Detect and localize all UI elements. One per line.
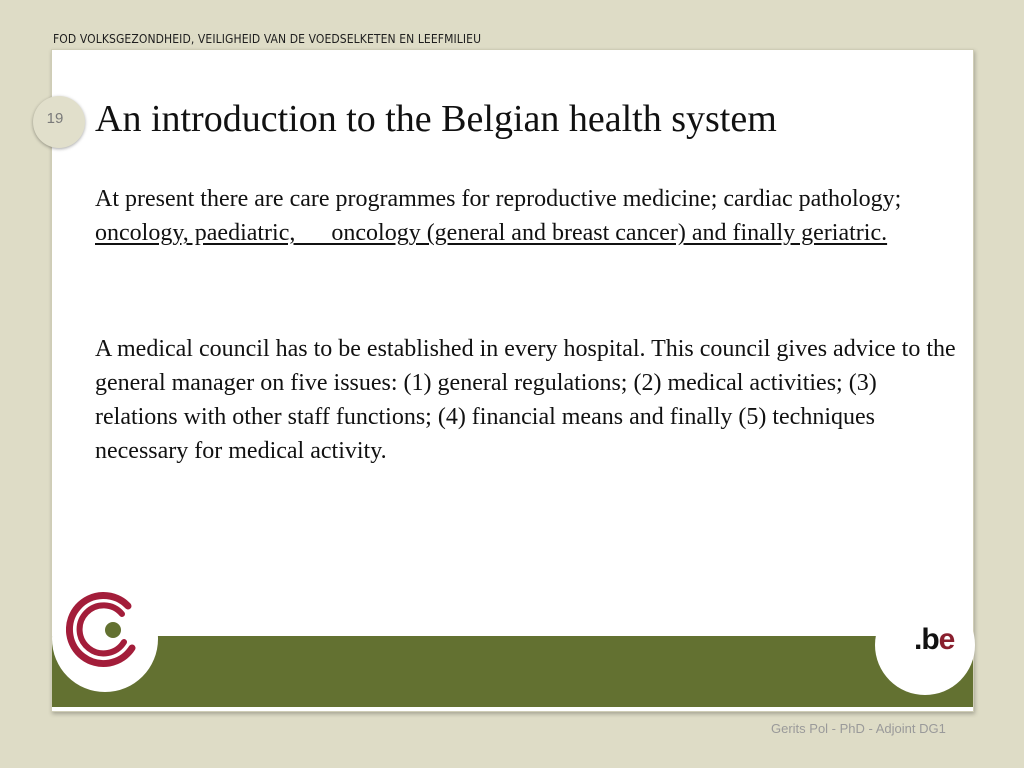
slide-title: An introduction to the Belgian health system [95,98,777,140]
organization-header: FOD VOLKSGEZONDHEID, VEILIGHEID VAN DE VOEDSELKETEN EN LEEFMILIEU [53,32,482,46]
fps-health-logo-icon [66,590,146,670]
footer-band [52,636,973,707]
belgium-be-logo-mark: .be [914,623,955,656]
paragraph-care-programmes-underlined: oncology, paediatric, oncology (general and breast cancer) and finally geriatric. [95,220,888,246]
paragraph-care-programmes-lead: At present there are care programmes for reproductive medicine; cardiac pathology; [95,186,902,212]
slide-number: 19 [46,110,64,127]
paragraph-medical-council: A medical council has to be established in every hospital. This council gives advice to the general manager on five issues: (1) general regulations; (2) medical activities; (3) relations with other staff functions; (4) financial means and finally (5) techniques necessary for medical activity. [95,336,956,464]
footer-author: Gerits Pol - PhD - Adjoint DG1 [771,721,946,736]
fps-health-logo [52,586,158,692]
belgium-be-logo [875,595,975,695]
paragraph-care-programmes [95,182,935,250]
